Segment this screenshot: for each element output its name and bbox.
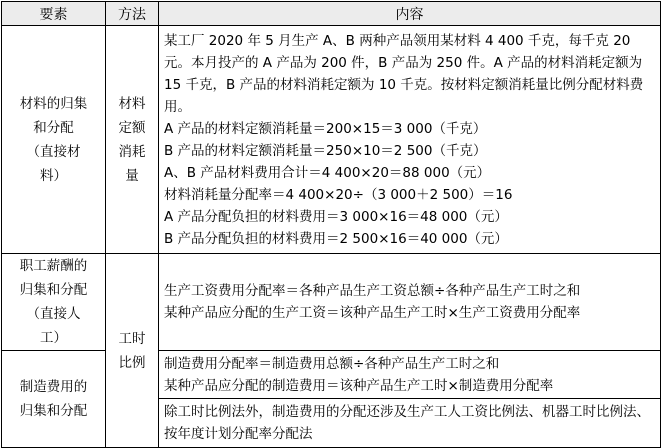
formula-line: 某种产品应分配的制造费用＝该种产品生产工时×制造费用分配率 xyxy=(164,377,554,394)
element-line: 制造费用的 xyxy=(19,379,88,395)
method-line: 工时 xyxy=(118,330,146,347)
calc-line: A、B 产品材料费用合计＝4 400×20＝88 000（元） xyxy=(164,164,491,181)
overhead-note-cell xyxy=(159,399,661,448)
material-element-cell xyxy=(2,26,106,254)
material-content-cell xyxy=(159,26,661,254)
method-line: 比例 xyxy=(118,354,146,371)
table-row-material xyxy=(2,26,661,254)
allocation-table xyxy=(1,1,661,448)
method-line: 定额 xyxy=(118,119,146,136)
element-line: 工） xyxy=(40,330,67,346)
method-line: 量 xyxy=(125,167,139,184)
element-line: 料） xyxy=(40,167,67,184)
element-line: 归集和分配 xyxy=(19,403,88,419)
table-row-overhead xyxy=(2,351,661,399)
calc-line: B 产品的材料定额消耗量＝250×10＝2 500（千克） xyxy=(164,142,487,159)
wage-element-cell xyxy=(2,254,106,351)
element-line: 和分配 xyxy=(33,119,74,136)
calc-line: B 产品分配负担的材料费用＝2 500×16＝40 000（元） xyxy=(164,230,508,247)
element-line: （直接人 xyxy=(26,306,81,322)
header-row xyxy=(2,2,661,26)
method-line: 消耗 xyxy=(118,143,146,160)
calc-line: 材料消耗量分配率＝4 400×20÷（3 000＋2 500）＝16 xyxy=(164,186,513,203)
material-intro: 某工厂 2020 年 5 月生产 A、B 两种产品领用某材料 4 400 千克，每千克 20 元。本月投产的 A 产品为 200 件，B 产品为 250 件。A 产品的材料消耗定额为 15 千克，B 产品的材料消耗定额为 10 千克。按材料定额消耗量比例分配材料费用。 xyxy=(164,32,644,115)
element-line: 职工薪酬的 xyxy=(19,258,88,274)
header-method: 方法 xyxy=(106,2,159,26)
calc-line: A 产品分配负担的材料费用＝3 000×16＝48 000（元） xyxy=(164,208,508,225)
wage-content-cell xyxy=(159,254,661,351)
element-line: （直接材 xyxy=(26,143,81,160)
header-content: 内容 xyxy=(159,2,661,26)
header-element: 要素 xyxy=(2,2,106,26)
overhead-element-cell xyxy=(2,351,106,448)
overhead-note: 除工时比例法外，制造费用的分配还涉及生产工人工资比例法、机器工时比例法、按年度计划分配率分配法 xyxy=(164,404,650,442)
wage-overhead-method-cell xyxy=(106,254,159,448)
formula-line: 生产工资费用分配率＝各种产品生产工资总额÷各种产品生产工时之和 xyxy=(164,283,581,299)
element-line: 归集和分配 xyxy=(19,282,88,298)
formula-line: 某种产品应分配的生产工资＝该种产品生产工时×生产工资费用分配率 xyxy=(164,305,581,321)
element-line: 材料的归集 xyxy=(19,95,88,112)
formula-line: 制造费用分配率＝制造费用总额÷各种产品生产工时之和 xyxy=(164,355,500,372)
material-method-cell xyxy=(106,26,159,254)
table-row-wage xyxy=(2,254,661,351)
overhead-content-cell xyxy=(159,351,661,399)
method-line: 材料 xyxy=(118,95,146,112)
calc-line: A 产品的材料定额消耗量＝200×15＝3 000（千克） xyxy=(164,120,487,137)
